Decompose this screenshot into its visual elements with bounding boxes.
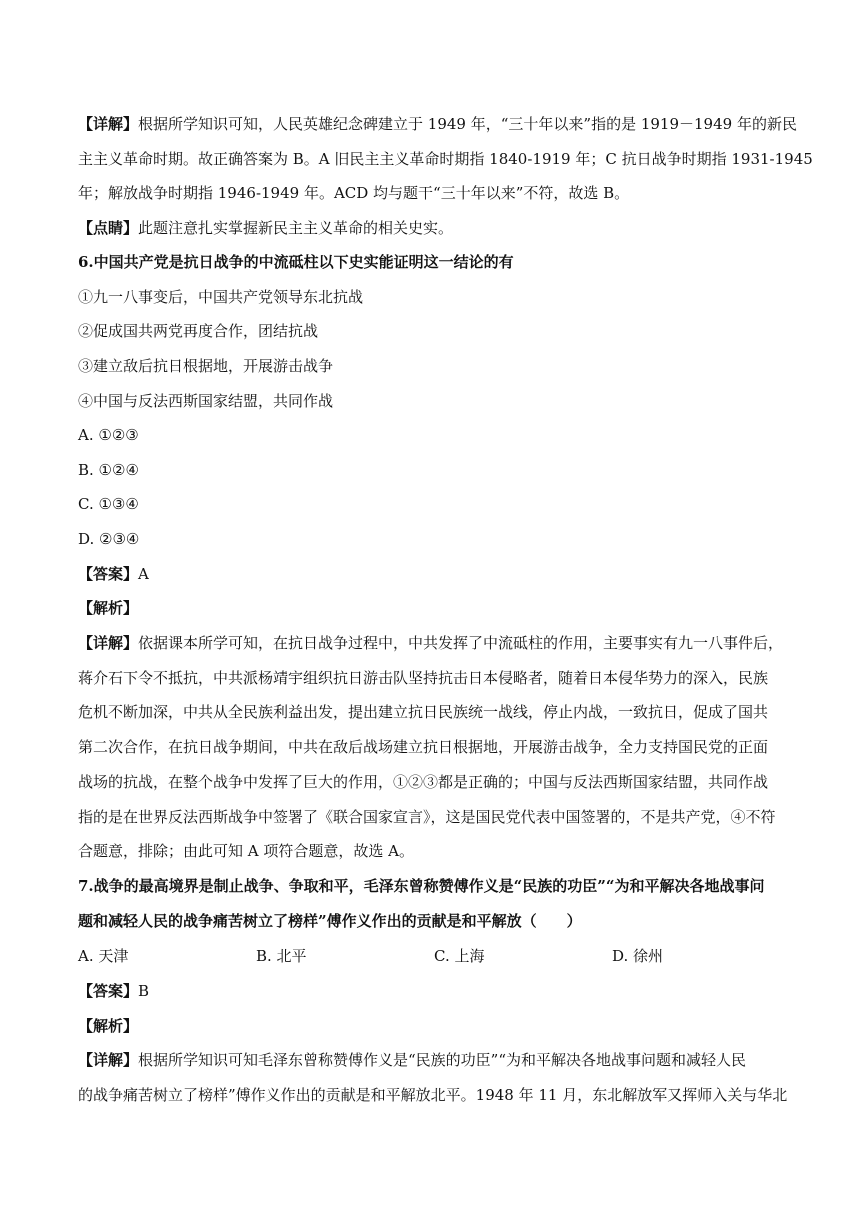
- q7-detail-text-1: 根据所学知识可知毛泽东曾称赞傅作义是“民族的功臣”“为和平解决各地战事问题和减轻人民: [138, 1051, 747, 1069]
- answer-tag: 【答案】: [78, 982, 139, 1000]
- q6-detail-line-6: 指的是在世界反法西斯战争中签署了《联合国家宣言》，这是国民党代表中国签署的，不是共产党，④不符: [78, 808, 776, 826]
- detail-tag: 【详解】: [78, 634, 139, 652]
- q7-option-c: C. 上海: [434, 947, 485, 965]
- detail-tag: 【详解】: [78, 1051, 139, 1069]
- q5-detail-line-1: [78, 114, 797, 134]
- q7-detail-line-2: 的战争痛苦树立了榜样”傅作义作出的贡献是和平解放北平。1948 年 11 月，东北解放军又挥师入关与华北: [78, 1086, 788, 1104]
- q7-option-d: D. 徐州: [612, 947, 664, 965]
- q6-detail-line-4: 第二次合作，在抗日战争期间，中共在敌后战场建立抗日根据地，开展游击战争，全力支持国民党的正面: [78, 738, 769, 756]
- q6-statement-3: ③建立敌后抗日根据地，开展游击战争: [78, 357, 334, 375]
- q6-statement-4: ④中国与反法西斯国家结盟，共同作战: [78, 392, 334, 410]
- q6-option-c: C. ①③④: [78, 495, 139, 513]
- q6-stem: 6.中国共产党是抗日战争的中流砥柱以下史实能证明这一结论的有: [78, 253, 514, 271]
- q5-tip-line: [78, 218, 793, 238]
- q5-detail-line-2: 主主义革命时期。故正确答案为 B。A 旧民主主义革命时期指 1840-1919 年；C 抗日战争时期指 1931-1945: [78, 150, 813, 168]
- q6-detail-line-7: 合题意，排除；由此可知 A 项符合题意，故选 A。: [78, 842, 414, 860]
- q7-analysis-tag: 【解析】: [78, 1017, 139, 1035]
- q6-statement-1: ①九一八事变后，中国共产党领导东北抗战: [78, 288, 364, 306]
- q6-detail-text-1: 依据课本所学可知，在抗日战争过程中，中共发挥了中流砥柱的作用，主要事实有九一八事件后，: [138, 634, 784, 652]
- q6-answer: A: [138, 565, 149, 583]
- q7-option-a: A. 天津: [78, 947, 129, 965]
- q7-answer-line: [78, 981, 793, 1001]
- q6-detail-line-3: 危机不断加深，中共从全民族利益出发，提出建立抗日民族统一战线，停止内战，一致抗日，促成了国共: [78, 703, 769, 721]
- q7-option-b: B. 北平: [256, 947, 307, 965]
- q6-detail-line-2: 蒋介石下令不抵抗，中共派杨靖宇组织抗日游击队坚持抗击日本侵略者，随着日本侵华势力的深入，民族: [78, 669, 769, 687]
- q6-analysis-tag: 【解析】: [78, 599, 139, 617]
- q5-detail-text-1: 根据所学知识可知，人民英雄纪念碑建立于 1949 年，“三十年以来”指的是 1919－1949 年的新民: [138, 115, 797, 133]
- answer-tag: 【答案】: [78, 565, 139, 583]
- q7-stem-line-1: 7.战争的最高境界是制止战争、争取和平，毛泽东曾称赞傅作义是“民族的功臣”“为和平解决各地战事问: [78, 877, 765, 895]
- q6-option-d: D. ②③④: [78, 530, 140, 548]
- q7-answer: B: [138, 982, 150, 1000]
- q7-stem-line-2: 题和减轻人民的战争痛苦树立了榜样”傅作义作出的贡献是和平解放（ ）: [78, 912, 582, 930]
- q6-answer-line: [78, 564, 793, 584]
- q7-options-row: [78, 946, 793, 966]
- q6-statement-2: ②促成国共两党再度合作，团结抗战: [78, 322, 319, 340]
- tip-tag: 【点睛】: [78, 219, 139, 237]
- q6-detail-line-5: 战场的抗战，在整个战争中发挥了巨大的作用，①②③都是正确的；中国与反法西斯国家结盟，共同作战: [78, 773, 769, 791]
- q6-option-a: A. ①②③: [78, 426, 139, 444]
- q6-option-b: B. ①②④: [78, 461, 139, 479]
- q5-tip-text: 此题注意扎实掌握新民主主义革命的相关史实。: [138, 219, 454, 237]
- detail-tag: 【详解】: [78, 115, 139, 133]
- q5-detail-line-3: 年；解放战争时期指 1946-1949 年。ACD 均与题干“三十年以来”不符，故选 B。: [78, 184, 630, 202]
- q7-detail-line-1: [78, 1050, 793, 1070]
- q6-detail-line-1: [78, 633, 793, 653]
